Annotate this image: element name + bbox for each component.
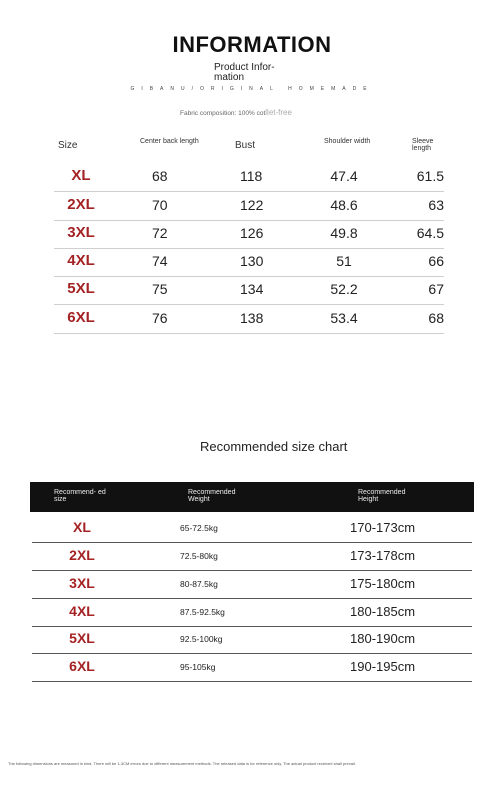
measurement-disclaimer: The following dimensions are measured in kind. There will be 1-3CM errors due to different measurement methods. The released data is for reference only. The actual product received shall prevail. — [8, 761, 356, 766]
shoulder-value: 49.8 — [330, 225, 358, 241]
brand-line: GIBANU/ORIGINAL HOMEMADE — [130, 86, 374, 92]
header-shoulder-width: Shoulder width — [324, 138, 371, 145]
bust-value: 138 — [240, 310, 264, 326]
size-label: 2XL — [67, 196, 95, 213]
table-row — [54, 163, 444, 192]
table-row — [32, 543, 472, 571]
table-row — [54, 305, 444, 334]
header-recommended-height: Recommended Height — [358, 489, 406, 503]
center-back-value: 70 — [152, 197, 168, 213]
size-label: 2XL — [69, 547, 95, 563]
table-row — [32, 654, 472, 682]
weight-value: 95-105kg — [180, 662, 216, 672]
size-label: 5XL — [67, 280, 95, 297]
height-value: 175-180cm — [350, 576, 416, 591]
shoulder-value: 47.4 — [330, 168, 358, 184]
table-row — [54, 276, 444, 305]
page-subtitle: Product Infor- mation — [214, 62, 275, 83]
shoulder-value: 51 — [336, 253, 352, 269]
weight-value: 80-87.5kg — [180, 579, 218, 589]
header-center-back-length: Center back length — [140, 138, 199, 145]
table-row — [54, 220, 444, 249]
bust-value: 134 — [240, 281, 264, 297]
table-row — [54, 248, 444, 277]
center-back-value: 72 — [152, 225, 168, 241]
shoulder-value: 52.2 — [330, 281, 358, 297]
height-value: 170-173cm — [350, 520, 416, 535]
header-sleeve-length: Sleeve length — [412, 138, 434, 152]
weight-value: 92.5-100kg — [180, 634, 223, 644]
table-row — [32, 626, 472, 654]
weight-value: 87.5-92.5kg — [180, 607, 225, 617]
sleeve-value: 61.5 — [416, 168, 444, 184]
weight-value: 72.5-80kg — [180, 551, 218, 561]
size-label: XL — [71, 167, 91, 184]
bust-value: 130 — [240, 253, 264, 269]
height-value: 180-185cm — [350, 604, 416, 619]
weight-value: 65-72.5kg — [180, 523, 218, 533]
size-table-header — [54, 134, 444, 160]
sleeve-value: 64.5 — [416, 225, 444, 241]
size-label: 4XL — [69, 603, 95, 619]
page-title: INFORMATION — [172, 32, 332, 57]
recommended-table-header — [30, 482, 474, 512]
sleeve-value: 66 — [428, 253, 444, 269]
size-label: XL — [73, 519, 91, 535]
size-label: 5XL — [69, 630, 95, 646]
center-back-value: 68 — [152, 168, 168, 184]
sleeve-value: 63 — [428, 197, 444, 213]
center-back-value: 75 — [152, 281, 168, 297]
recommended-title: Recommended size chart — [200, 439, 348, 454]
table-row — [32, 599, 472, 627]
table-row — [32, 571, 472, 599]
shoulder-value: 53.4 — [330, 310, 358, 326]
sleeve-value: 67 — [428, 281, 444, 297]
height-value: 180-190cm — [350, 631, 416, 646]
bust-value: 118 — [240, 168, 263, 184]
fabric-text: Fabric composition: 100% cot — [180, 110, 266, 117]
fabric-faded-text: llet-free — [265, 108, 292, 117]
bust-value: 126 — [240, 225, 264, 241]
header-recommended-size: Recommend- ed size — [54, 489, 106, 503]
size-label: 4XL — [67, 252, 95, 269]
center-back-value: 76 — [152, 310, 168, 326]
size-label: 3XL — [67, 224, 95, 241]
header-size: Size — [58, 140, 78, 151]
sleeve-value: 68 — [428, 310, 444, 326]
size-label: 6XL — [69, 658, 95, 674]
height-value: 190-195cm — [350, 659, 416, 674]
fabric-composition — [180, 108, 292, 117]
shoulder-value: 48.6 — [330, 197, 358, 213]
center-back-value: 74 — [152, 253, 168, 269]
header-recommended-weight: Recommended Weight — [188, 489, 236, 503]
table-row — [54, 192, 444, 221]
header-bust: Bust — [235, 140, 256, 151]
size-label: 6XL — [67, 309, 95, 326]
bust-value: 122 — [240, 197, 264, 213]
height-value: 173-178cm — [350, 548, 416, 563]
size-label: 3XL — [69, 575, 95, 591]
table-row — [32, 515, 472, 543]
